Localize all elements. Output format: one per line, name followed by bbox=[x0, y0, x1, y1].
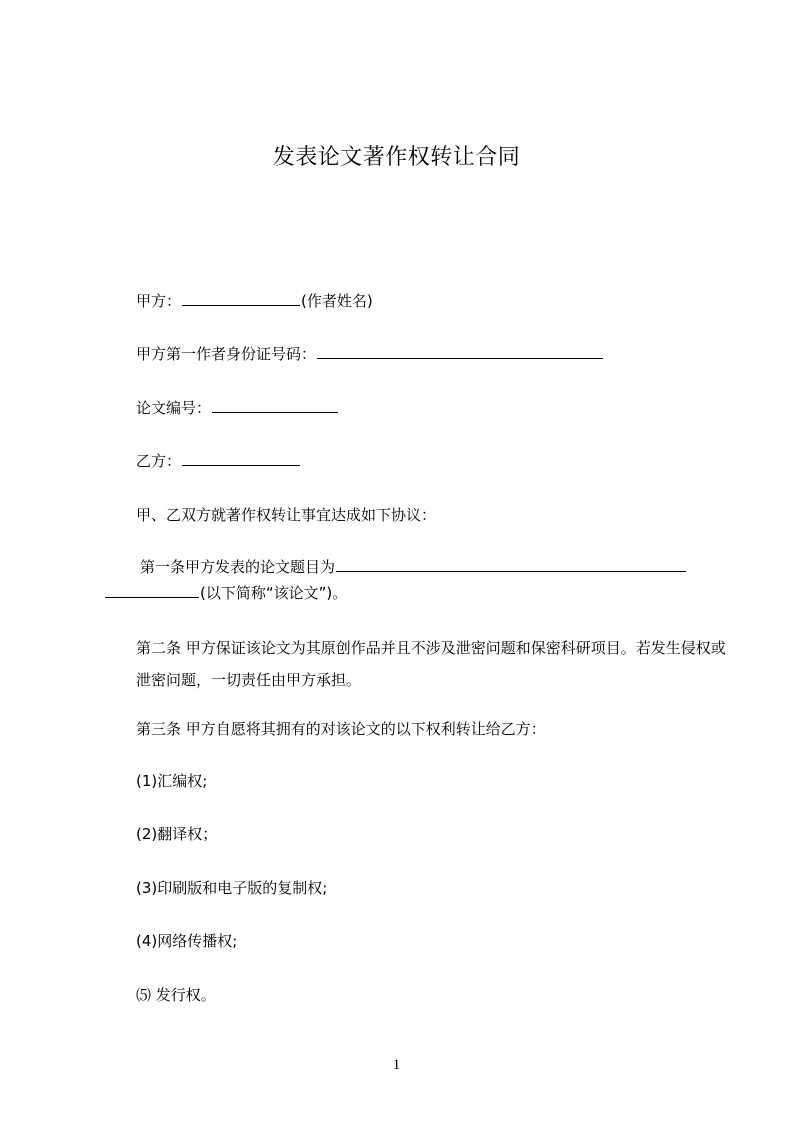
party-b-line bbox=[136, 450, 301, 472]
intro-line: 甲、乙双方就著作权转让事宜达成如下协议： bbox=[136, 506, 437, 524]
id-number-blank[interactable] bbox=[317, 344, 603, 359]
paper-title-blank[interactable] bbox=[336, 557, 686, 572]
party-b-label: 乙方： bbox=[136, 452, 182, 470]
right-item: (1)汇编权; bbox=[136, 772, 208, 790]
paper-number-label: 论文编号： bbox=[136, 399, 212, 417]
paper-title-blank-continued[interactable] bbox=[105, 583, 199, 598]
right-item: (3)印刷版和电子版的复制权; bbox=[136, 879, 328, 897]
party-a-suffix: (作者姓名) bbox=[301, 292, 373, 310]
right-item: (4)网络传播权; bbox=[136, 932, 238, 950]
party-a-label: 甲方： bbox=[136, 292, 182, 310]
paper-number-blank[interactable] bbox=[212, 398, 338, 413]
right-item: (2)翻译权； bbox=[136, 825, 218, 843]
paper-number-line bbox=[136, 397, 339, 419]
id-number-line bbox=[136, 343, 604, 365]
article-2: 第二条 甲方保证该论文为其原创作品并且不涉及泄密问题和保密科研项目。若发生侵权或泄密问题，一切责任由甲方承担。 bbox=[136, 639, 726, 689]
article-1-suffix: (以下简称“该论文”)。 bbox=[200, 584, 348, 602]
right-item: ⑸ 发行权。 bbox=[136, 986, 216, 1004]
party-b-name-blank[interactable] bbox=[182, 451, 300, 466]
article-1-line2 bbox=[104, 582, 347, 604]
party-a-line bbox=[136, 290, 373, 312]
document-title: 发表论文著作权转让合同 bbox=[272, 145, 521, 170]
id-number-label: 甲方第一作者身份证号码： bbox=[136, 345, 317, 363]
article-1-line1 bbox=[140, 556, 687, 578]
article-3: 第三条 甲方自愿将其拥有的对该论文的以下权利转让给乙方： bbox=[136, 720, 546, 738]
article-1-prefix: 第一条甲方发表的论文题目为 bbox=[140, 558, 336, 576]
party-a-name-blank[interactable] bbox=[182, 291, 300, 306]
page-number: 1 bbox=[392, 1057, 401, 1073]
